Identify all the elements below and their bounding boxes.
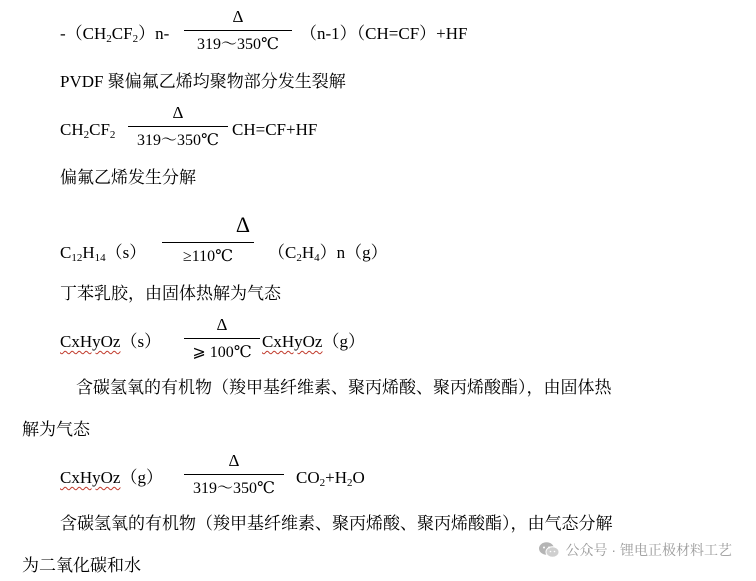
heat-symbol: Δ (232, 7, 244, 26)
equation-4-condition: Δ ⩾ 100℃ (184, 316, 260, 368)
reaction-arrow-line (162, 242, 254, 243)
description-5-line-1: 含碳氢氧的有机物（羧甲基纤维素、聚丙烯酸、聚丙烯酸酯），由气态分解 (60, 514, 613, 533)
heat-symbol: Δ (216, 315, 228, 334)
description-3: 丁苯乳胶，由固体热解为气态 (60, 284, 281, 303)
equation-3-left: $C_{12}H_{14}(s)$ (60, 243, 147, 264)
equation-1-condition: Δ 319～350℃ (184, 8, 292, 60)
equation-5-condition: Δ 319～350℃ (184, 452, 284, 504)
reaction-arrow-line (184, 474, 284, 475)
equation-4-left: CxHyOz（s） (60, 332, 162, 351)
description-1: PVDF 聚偏氟乙烯均聚物部分发生裂解 (60, 72, 346, 91)
equation-3-condition: Δ ≥110℃ (162, 212, 254, 272)
equation-4-right: CxHyOz（g） (262, 332, 365, 351)
equation-1-left: $-(CH_2CF_2)n-$ (60, 24, 170, 45)
heat-symbol: Δ (228, 451, 240, 470)
reaction-arrow-line (128, 126, 228, 127)
reaction-arrow-line (184, 30, 292, 31)
reaction-arrow-line (184, 338, 260, 339)
heat-symbol: Δ (235, 212, 250, 237)
description-4-line-2: 解为气态 (22, 420, 90, 439)
equation-2-right: CH=CF+HF (232, 120, 318, 139)
equation-5-right: $CO_2+H_2O$ (296, 468, 365, 489)
watermark (538, 540, 732, 560)
equation-3-right: $(C_2H_4)n(g)$ (268, 243, 388, 264)
watermark-text: 公众号 · 锂电正极材料工艺 (565, 542, 732, 558)
equation-1-right: （n-1）（CH=CF）+HF (300, 24, 468, 43)
heat-symbol: Δ (172, 103, 184, 122)
equation-5-left: CxHyOz（g） (60, 468, 163, 487)
wechat-icon (538, 541, 560, 559)
description-5-line-2: 为二氧化碳和水 (22, 556, 141, 575)
description-2: 偏氟乙烯发生分解 (60, 168, 196, 187)
description-4-line-1: 含碳氢氧的有机物（羧甲基纤维素、聚丙烯酸、聚丙烯酸酯），由固体热 (76, 378, 612, 397)
equation-2-left: $CH_2CF_2$ (60, 120, 116, 141)
equation-2-condition: Δ 319～350℃ (128, 104, 228, 156)
